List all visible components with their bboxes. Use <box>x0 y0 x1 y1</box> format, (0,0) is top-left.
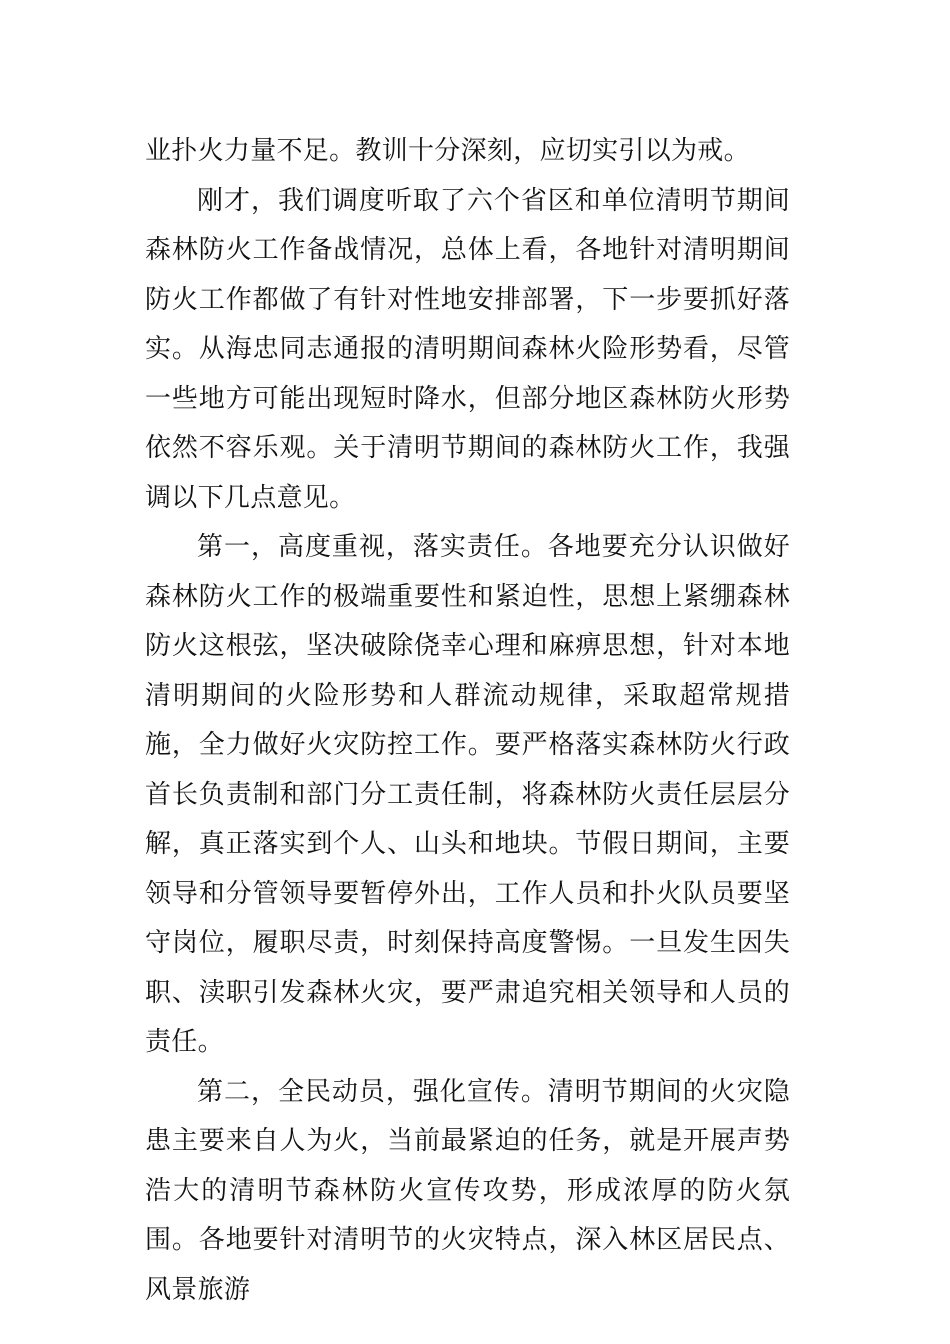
paragraph-3: 第一，高度重视，落实责任。各地要充分认识做好森林防火工作的极端重要性和紧迫性，思想上紧绷森林防火这根弦，坚决破除侥幸心理和麻痹思想，针对本地清明期间的火险形势和人群流动规律，采取超常规措施，全力做好火灾防控工作。要严格落实森林防火行政首长负责制和部门分工责任制，将森林防火责任层层分解，真正落实到个人、山头和地块。节假日期间，主要领导和分管领导要暂停外出，工作人员和扑火队员要坚守岗位，履职尽责，时刻保持高度警惕。一旦发生因失职、渎职引发森林火灾，要严肃追究相关领导和人员的责任。 <box>145 532 790 1057</box>
document-page <box>145 127 790 1315</box>
paragraph-4: 第二，全民动员，强化宣传。清明节期间的火灾隐患主要来自人为火，当前最紧迫的任务，就是开展声势浩大的清明节森林防火宣传攻势，形成浓厚的防火氛围。各地要针对清明节的火灾特点，深入林区居民点、风景旅游 <box>145 1076 790 1305</box>
paragraph-2: 刚才，我们调度听取了六个省区和单位清明节期间森林防火工作备战情况，总体上看，各地针对清明期间防火工作都做了有针对性地安排部署，下一步要抓好落实。从海忠同志通报的清明期间森林火险形势看，尽管一些地方可能出现短时降水，但部分地区森林防火形势依然不容乐观。关于清明节期间的森林防火工作，我强调以下几点意见。 <box>145 185 790 513</box>
paragraph-1: 业扑火力量不足。教训十分深刻，应切实引以为戒。 <box>145 136 750 166</box>
